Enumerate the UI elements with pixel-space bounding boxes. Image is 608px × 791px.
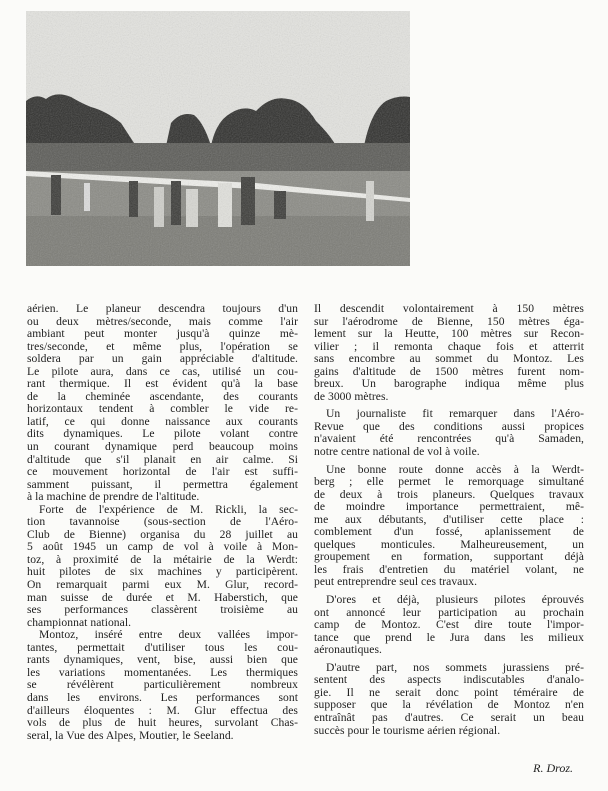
text-line: toz, à proximité de la métairie de la Werdt: [27,552,298,566]
article-paragraph [27,629,298,742]
text-line: ses performances classèrent troisième au [27,603,298,617]
text-line: à la machine de prendre de l'altitude. [27,490,200,504]
article-paragraph [314,303,584,403]
text-line: Il descendit volontairement à 150 mètres [314,302,584,315]
text-line: ce mouvement horizontal de l'air est suffi- [27,465,298,479]
article-paragraph [27,303,298,504]
text-line: rant thermique. Il est évident qu'à la base [27,377,298,391]
text-line: On remarquait parmi eux M. Glur, record- [27,578,298,592]
article-paragraph [314,408,584,458]
text-line: breux. Un barographe indiqua même plus [314,377,584,391]
text-line: supposer que la révélation de Montoz n'en [314,698,584,712]
text-line: rants dynamiques, vent, bise, aussi bien que [27,653,298,667]
author-signature: R. Droz. [533,761,573,775]
text-line: ambiant peut monter jusqu'à quinze mè- [27,327,298,341]
text-line: samment puissant, il permettra également [27,477,298,491]
article-column-left [27,303,298,742]
article-paragraph [314,464,584,589]
glider-photo-illustration [26,11,410,266]
text-line: tion tavannoise (sous-section de l'Aéro- [27,515,298,529]
text-line: Forte de l'expérience de M. Rickli, la sec- [39,502,298,516]
text-line: championnat national. [27,615,132,629]
text-line: de la cheminée ascendante, des courants [27,389,298,403]
article-paragraph [314,662,584,737]
text-line: de moindre importance permettraient, mê- [314,500,584,514]
text-line: un courant dynamique perd beaucoup moins [27,440,298,454]
text-line: dans les environs. Les performances sont [27,690,298,704]
text-line: n'avaient été rencontrées qu'à Samaden, [314,432,584,446]
text-line: se révélèrent particulièrement nombreux [27,678,298,692]
text-line: lement sur la Heutte, 100 mètres sur Recon- [314,327,584,341]
text-line: tantes, permettait d'utiliser tous les cou- [27,640,298,654]
text-line: Revue que des conditions aussi propices [314,419,584,433]
text-line: D'autre part, nos sommets jurassiens pré- [326,660,584,674]
text-line: ont annoncé leur participation au prochain [314,605,584,619]
text-line: les variations momentanées. Les thermiques [27,665,298,679]
article-paragraph [314,594,584,657]
article-paragraph [27,504,298,629]
text-line: vols de plus de huit heures, survolant Chas- [27,716,298,730]
text-line: Un journaliste fit remarquer dans l'Aéro- [326,407,584,421]
text-line: 5 août 1945 un camp de vol à voile à Mon- [27,540,298,554]
text-line: quelques monticules. Malheureusement, un [314,537,584,551]
text-line: ou deux mètres/seconde, mais comme l'air [27,314,298,328]
text-line: vilier ; il remonta chaque fois et atterrit [314,339,584,353]
text-line: comblement d'un fossé, aplanissement de [314,525,584,539]
text-line: huit pilotes de six machines y participèrent. [27,565,298,579]
text-line: gie. Il ne serait donc point téméraire de [314,685,584,699]
text-line: me aux débutants, d'utiliser cette place : [314,512,584,526]
text-line: de 3000 mètres. [314,389,389,403]
text-line: camp de Montoz. C'est dire toute l'impor- [314,618,584,632]
print-grain [26,11,410,266]
text-line: tance que prend le Jura dans les milieux [314,630,584,644]
text-line: seral, la Vue des Alpes, Moutier, le Seeland. [27,728,234,742]
text-line: d'altitude que s'il planait en air calme. Si [27,452,298,466]
text-line: man suisse de durée et M. Haberstich, que [27,590,298,604]
text-line: entraînât pas d'autres. Ce serait un beau [314,710,584,724]
text-line: les frais d'entretien du matériel volant, ne [314,562,584,576]
text-line: Montoz, inséré entre deux vallées impor- [39,628,298,642]
text-line: succès pour le tourisme aérien régional. [314,723,501,737]
text-line: D'ores et déjà, plusieurs pilotes éprouvés [326,593,584,607]
text-line: notre centre national de vol à voile. [314,445,480,459]
text-line: sans encombre au sommet du Montoz. Les [314,352,584,366]
text-line: sentent des aspects indiscutables d'analo- [314,673,584,687]
text-line: Club de Bienne) organisa du 28 juillet au [27,527,298,541]
text-line: Le pilote aura, dans ce cas, utilisé un cou- [27,364,298,378]
text-line: latif, ce qui donne naissance aux courants [27,414,298,428]
text-line: berg ; elle permet le remorquage simultané [314,475,584,489]
text-line: dits dynamiques. Le pilote volant contre [27,427,298,441]
text-line: soldera par un gain appréciable d'altitude. [27,352,298,366]
text-line: horizontaux tendent à combler le vide re- [27,402,298,416]
text-line: peut entreprendre seul ces travaux. [314,575,478,589]
text-line: Une bonne route donne accès à la Werdt- [326,462,584,476]
text-line: tres/seconde, et même plus, l'opération se [27,339,298,353]
text-line: aérien. Le planeur descendra toujours d'un [27,302,298,315]
text-line: aéronautiques. [314,643,382,657]
text-line: de deux à trois planeurs. Quelques travaux [314,487,584,501]
article-column-right [314,303,584,737]
text-line: gains d'altitude de 1500 mètres furent nom- [314,364,584,378]
article-photo [26,11,410,266]
text-line: groupement en formation, supportant déjà [314,550,584,564]
text-line: sur l'aérodrome de Bienne, 150 mètres éga- [314,314,584,328]
text-line: d'ailleurs éloquentes : M. Glur effectua des [27,703,298,717]
